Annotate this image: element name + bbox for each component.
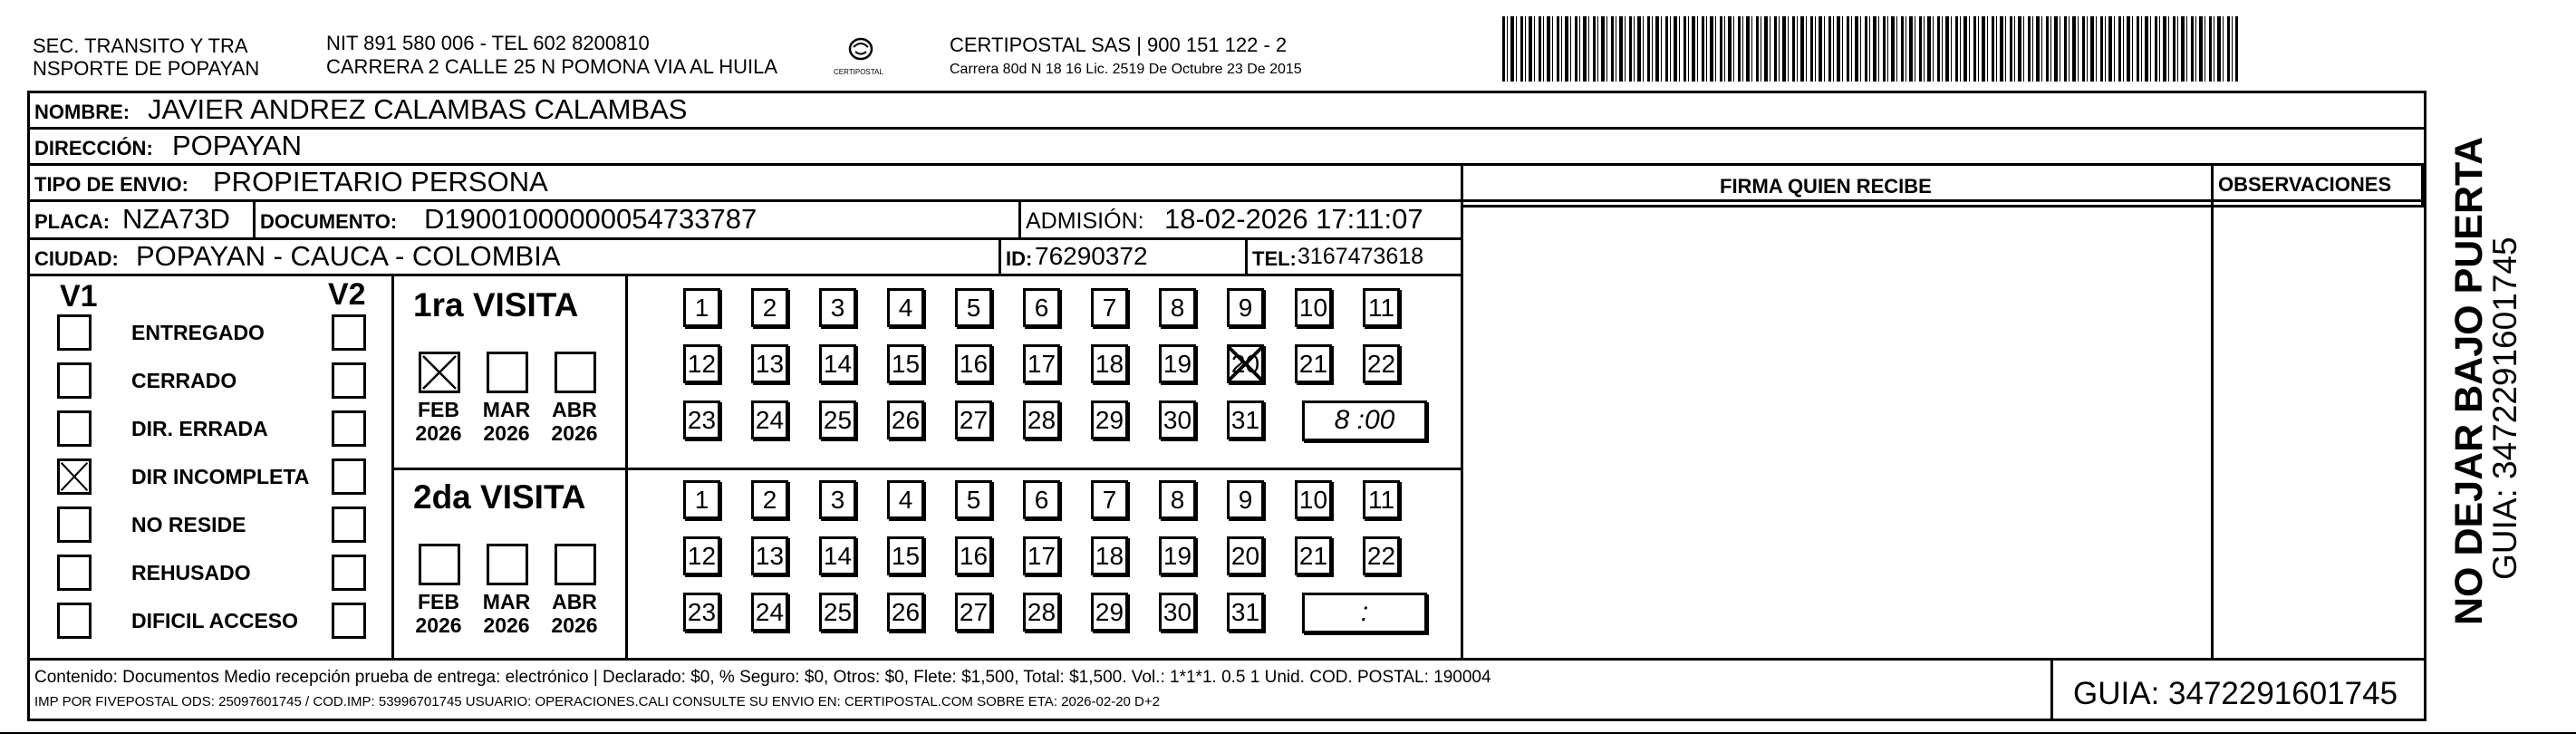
month-checkbox[interactable]	[487, 352, 528, 393]
day-box[interactable]: 30	[1159, 593, 1196, 632]
day-box[interactable]: 20	[1227, 344, 1264, 383]
year-label: 2026	[483, 421, 530, 445]
v2-checkbox[interactable]	[332, 603, 366, 639]
status-option-label: NO RESIDE	[131, 513, 246, 536]
day-box[interactable]: 29	[1091, 400, 1128, 439]
day-box[interactable]: 19	[1159, 536, 1196, 575]
v1-checkbox[interactable]	[57, 410, 92, 447]
day-box[interactable]: 4	[887, 480, 924, 519]
v1-checkbox[interactable]	[57, 555, 92, 591]
day-box[interactable]: 11	[1363, 288, 1400, 327]
certipostal-logo	[834, 34, 888, 80]
day-box[interactable]: 21	[1295, 344, 1332, 383]
day-box[interactable]: 14	[819, 536, 856, 575]
day-box[interactable]: 1	[683, 480, 720, 519]
day-box[interactable]: 1	[683, 288, 720, 327]
day-box[interactable]: 19	[1159, 344, 1196, 383]
day-box[interactable]: 16	[955, 536, 992, 575]
ciudad-label: CIUDAD:	[34, 247, 119, 270]
placa-label: PLACA:	[34, 210, 111, 233]
side-no-dejar: NO DEJAR BAJO PUERTA	[2447, 136, 2491, 625]
v1-checkbox[interactable]	[57, 362, 92, 399]
day-box[interactable]: 8	[1159, 480, 1196, 519]
logo-text: CERTIPOSTAL	[834, 68, 883, 76]
day-box[interactable]: 5	[955, 288, 992, 327]
documento-value: D19001000000054733787	[424, 203, 757, 235]
year-label: 2026	[483, 613, 530, 637]
visit1-title: 1ra VISITA	[413, 286, 579, 323]
day-box[interactable]: 18	[1091, 344, 1128, 383]
day-box[interactable]: 13	[751, 344, 788, 383]
day-box[interactable]: 12	[683, 344, 720, 383]
observaciones-header: OBSERVACIONES	[2218, 173, 2392, 196]
day-box[interactable]: 22	[1363, 344, 1400, 383]
firma-header: FIRMA QUIEN RECIBE	[1720, 175, 1932, 198]
day-box[interactable]: 26	[887, 400, 924, 439]
tel-value: 3167473618	[1298, 244, 1424, 269]
sender-line-1: SEC. TRANSITO Y TRA	[33, 34, 248, 57]
month-label: FEB	[418, 590, 459, 613]
v1-checkbox[interactable]	[57, 314, 92, 351]
day-box[interactable]: 15	[887, 536, 924, 575]
day-box[interactable]: 4	[887, 288, 924, 327]
v1-label: V1	[60, 279, 98, 314]
day-box[interactable]: 3	[819, 288, 856, 327]
placa-value: NZA73D	[122, 203, 230, 235]
day-box[interactable]: 17	[1023, 536, 1060, 575]
day-box[interactable]: 30	[1159, 400, 1196, 439]
day-box[interactable]: 10	[1295, 480, 1332, 519]
month-label: MAR	[482, 398, 531, 421]
day-box[interactable]: 12	[683, 536, 720, 575]
day-box[interactable]: 21	[1295, 536, 1332, 575]
visit2-title: 2da VISITA	[413, 478, 586, 516]
day-box[interactable]: 26	[887, 593, 924, 632]
documento-label: DOCUMENTO:	[260, 210, 398, 233]
footer-line-1: Contenido: Documentos Medio recepción prueba de entrega: electrónico | Declarado: $0, % Seguro: $0, Otros: $0, Flete: $1,500, Total: $1,500. Vol.: 1*1*1. 0.5 1 Unid. COD. POSTAL: 190004	[34, 668, 1491, 687]
nombre-label: NOMBRE:	[34, 101, 130, 123]
day-box[interactable]: 28	[1023, 593, 1060, 632]
day-box[interactable]: 28	[1023, 400, 1060, 439]
id-label: ID:	[1006, 247, 1033, 270]
day-box[interactable]: 3	[819, 480, 856, 519]
footer-line-2: IMP POR FIVEPOSTAL ODS: 25097601745 / COD.IMP: 53996701745 USUARIO: OPERACIONES.CALI CONSULTE SU ENVIO EN: CERTIPOSTAL.COM SOBRE ETA: 2026-02-20 D+2	[34, 694, 1160, 709]
id-value: 76290372	[1035, 242, 1148, 270]
day-box[interactable]: 17	[1023, 344, 1060, 383]
nit-line-2: CARRERA 2 CALLE 25 N POMONA VIA AL HUILA	[326, 55, 778, 78]
day-box[interactable]: 22	[1363, 536, 1400, 575]
day-box[interactable]: 27	[955, 593, 992, 632]
year-label: 2026	[551, 613, 598, 637]
tipo-label: TIPO DE ENVIO:	[34, 173, 188, 196]
status-option-label: REHUSADO	[131, 561, 251, 584]
day-box[interactable]: 24	[751, 400, 788, 439]
day-box[interactable]: 24	[751, 593, 788, 632]
month-label: MAR	[482, 590, 531, 613]
month-label: ABR	[552, 590, 597, 613]
company-line-1: CERTIPOSTAL SAS | 900 151 122 - 2	[950, 34, 1288, 56]
month-label: ABR	[552, 398, 597, 421]
v1-checkbox[interactable]	[57, 458, 92, 495]
year-label: 2026	[551, 421, 598, 445]
direccion-label: DIRECCIÓN:	[34, 137, 153, 159]
status-option-label: DIR. ERRADA	[131, 417, 268, 440]
day-box[interactable]: 29	[1091, 593, 1128, 632]
sender-line-2: NSPORTE DE POPAYAN	[33, 57, 260, 80]
day-box[interactable]: 7	[1091, 480, 1128, 519]
v2-label: V2	[328, 277, 366, 312]
direccion-value: POPAYAN	[172, 130, 302, 161]
nombre-value: JAVIER ANDREZ CALAMBAS CALAMBAS	[148, 93, 688, 125]
day-box[interactable]: 7	[1091, 288, 1128, 327]
time-box[interactable]: :	[1302, 593, 1427, 633]
time-box[interactable]: 8 :00	[1302, 400, 1427, 441]
day-box[interactable]: 13	[751, 536, 788, 575]
month-checkbox[interactable]	[419, 352, 460, 393]
v1-checkbox[interactable]	[57, 507, 92, 543]
v1-checkbox[interactable]	[57, 603, 92, 639]
barcode	[1502, 16, 2238, 82]
v2-checkbox[interactable]	[332, 458, 366, 495]
day-box[interactable]: 20	[1227, 536, 1264, 575]
month-checkbox[interactable]	[419, 544, 460, 585]
admision-value: 18-02-2026 17:11:07	[1164, 203, 1423, 235]
footer-guia: GUIA: 3472291601745	[2073, 676, 2398, 711]
day-box[interactable]: 10	[1295, 288, 1332, 327]
day-box[interactable]: 18	[1091, 536, 1128, 575]
status-option-label: CERRADO	[131, 369, 237, 392]
day-box[interactable]: 25	[819, 593, 856, 632]
day-box[interactable]: 31	[1227, 400, 1264, 439]
ciudad-value: POPAYAN - CAUCA - COLOMBIA	[136, 240, 561, 272]
month-label: FEB	[418, 398, 459, 421]
tipo-value: PROPIETARIO PERSONA	[213, 166, 548, 198]
nit-line-1: NIT 891 580 006 - TEL 602 8200810	[326, 32, 650, 54]
v2-checkbox[interactable]	[332, 362, 366, 399]
company-line-2: Carrera 80d N 18 16 Lic. 2519 De Octubre 23 De 2015	[950, 62, 1302, 77]
admision-label: ADMISIÓN:	[1026, 208, 1144, 234]
v2-checkbox[interactable]	[332, 314, 366, 351]
day-box[interactable]: 23	[683, 400, 720, 439]
year-label: 2026	[415, 421, 462, 445]
status-option-label: ENTREGADO	[131, 321, 265, 344]
day-box[interactable]: 25	[819, 400, 856, 439]
day-box[interactable]: 5	[955, 480, 992, 519]
tel-label: TEL:	[1252, 247, 1297, 270]
day-box[interactable]: 23	[683, 593, 720, 632]
month-checkbox[interactable]	[487, 544, 528, 585]
year-label: 2026	[415, 613, 462, 637]
day-box[interactable]: 9	[1227, 480, 1264, 519]
day-box[interactable]: 31	[1227, 593, 1264, 632]
day-box[interactable]: 27	[955, 400, 992, 439]
month-checkbox[interactable]	[555, 544, 596, 585]
side-guia: GUIA: 3472291601745	[2486, 236, 2523, 580]
day-box[interactable]: 2	[751, 288, 788, 327]
day-box[interactable]: 9	[1227, 288, 1264, 327]
v2-checkbox[interactable]	[332, 410, 366, 447]
day-box[interactable]: 2	[751, 480, 788, 519]
day-box[interactable]: 8	[1159, 288, 1196, 327]
month-checkbox[interactable]	[555, 352, 596, 393]
day-box[interactable]: 6	[1023, 480, 1060, 519]
day-box[interactable]: 11	[1363, 480, 1400, 519]
v2-checkbox[interactable]	[332, 555, 366, 591]
v2-checkbox[interactable]	[332, 507, 366, 543]
day-box[interactable]: 16	[955, 344, 992, 383]
day-box[interactable]: 6	[1023, 288, 1060, 327]
status-option-label: DIFICIL ACCESO	[131, 609, 299, 632]
day-box[interactable]: 15	[887, 344, 924, 383]
day-box[interactable]: 14	[819, 344, 856, 383]
status-option-label: DIR INCOMPLETA	[131, 465, 310, 488]
